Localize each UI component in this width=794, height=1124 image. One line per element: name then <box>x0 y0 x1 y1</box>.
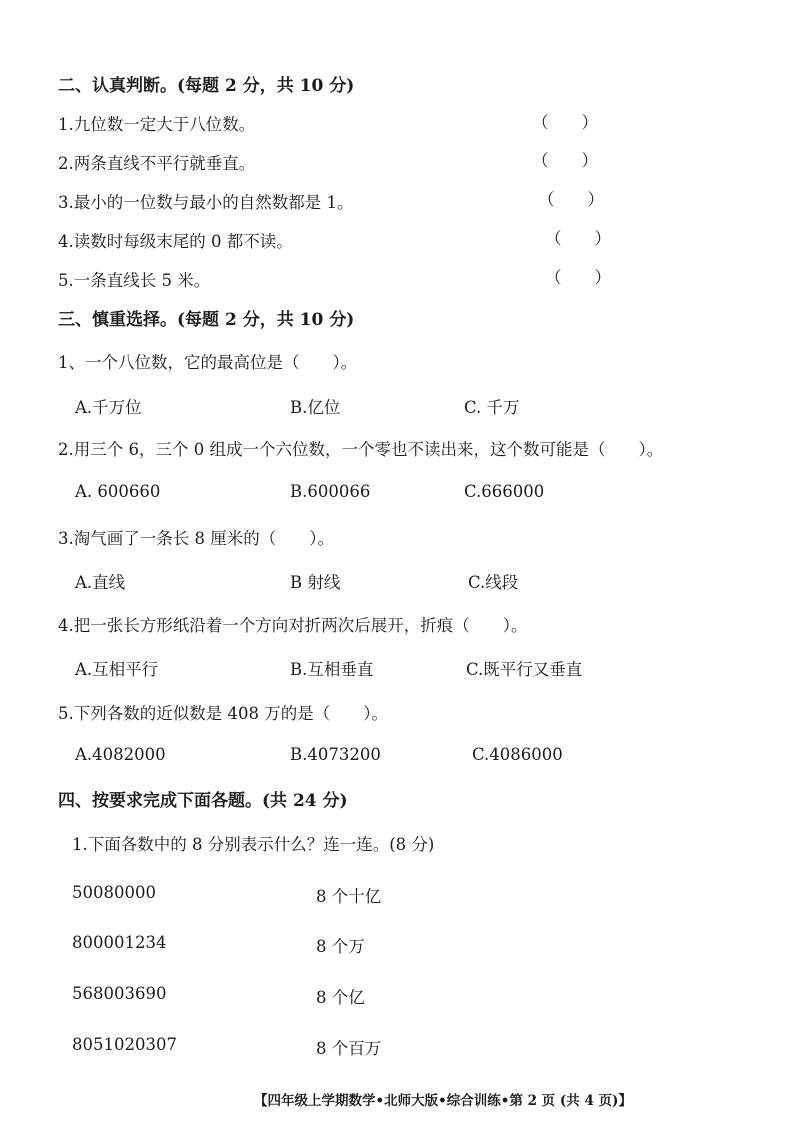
choice-4-option-a[interactable]: A.互相平行 <box>75 660 159 679</box>
matching-question: 1.下面各数中的 8 分别表示什么？连一连。(8 分) <box>72 835 435 854</box>
matching-meaning-3[interactable]: 8 个亿 <box>316 988 365 1007</box>
choice-3-option-c[interactable]: C.线段 <box>468 573 519 592</box>
choice-3-option-a[interactable]: A.直线 <box>75 573 126 592</box>
matching-number-1[interactable]: 50080000 <box>72 883 156 902</box>
choice-5-option-a[interactable]: A.4082000 <box>75 745 166 764</box>
judge-answer-3[interactable]: （ ） <box>538 190 604 209</box>
matching-meaning-2[interactable]: 8 个万 <box>316 937 365 956</box>
choice-question-4: 4.把一张长方形纸沿着一个方向对折两次后展开，折痕（ ）。 <box>58 616 528 635</box>
matching-meaning-1[interactable]: 8 个十亿 <box>316 887 382 906</box>
choice-1-option-c[interactable]: C. 千万 <box>464 398 520 417</box>
judge-item-2: 2.两条直线不平行就垂直。 <box>58 154 256 173</box>
section-2-title: 二、认真判断。(每题 2 分，共 10 分) <box>58 76 355 96</box>
judge-answer-1[interactable]: （ ） <box>532 113 598 132</box>
choice-1-option-a[interactable]: A.千万位 <box>75 398 142 417</box>
choice-4-option-b[interactable]: B.互相垂直 <box>290 660 374 679</box>
matching-number-3[interactable]: 568003690 <box>72 984 167 1003</box>
choice-2-option-c[interactable]: C.666000 <box>464 482 545 501</box>
choice-question-2: 2.用三个 6，三个 0 组成一个六位数，一个零也不读出来，这个数可能是（ ）。 <box>58 440 664 459</box>
judge-answer-5[interactable]: （ ） <box>545 268 611 287</box>
choice-question-1: 1、一个八位数，它的最高位是（ ）。 <box>58 353 358 372</box>
section-4-title: 四、按要求完成下面各题。(共 24 分) <box>58 791 348 811</box>
matching-meaning-4[interactable]: 8 个百万 <box>316 1039 382 1058</box>
choice-4-option-c[interactable]: C.既平行又垂直 <box>466 660 583 679</box>
matching-number-2[interactable]: 800001234 <box>72 933 167 952</box>
judge-item-5: 5.一条直线长 5 米。 <box>58 271 211 290</box>
choice-question-5: 5.下列各数的近似数是 408 万的是（ ）。 <box>58 704 388 723</box>
section-3-title: 三、慎重选择。(每题 2 分，共 10 分) <box>58 310 355 330</box>
choice-question-3: 3.淘气画了一条长 8 厘米的（ ）。 <box>58 529 334 548</box>
choice-3-option-b[interactable]: B 射线 <box>290 573 341 592</box>
judge-item-3: 3.最小的一位数与最小的自然数都是 1。 <box>58 193 354 212</box>
choice-5-option-c[interactable]: C.4086000 <box>472 745 563 764</box>
choice-2-option-b[interactable]: B.600066 <box>290 482 371 501</box>
page-footer: 【四年级上学期数学•北师大版•综合训练•第 2 页 (共 4 页)】 <box>254 1093 632 1109</box>
matching-number-4[interactable]: 8051020307 <box>72 1035 177 1054</box>
choice-2-option-a[interactable]: A. 600660 <box>75 482 161 501</box>
judge-item-1: 1.九位数一定大于八位数。 <box>58 115 256 134</box>
judge-answer-2[interactable]: （ ） <box>532 151 598 170</box>
judge-answer-4[interactable]: （ ） <box>545 229 611 248</box>
judge-item-4: 4.读数时每级末尾的 0 都不读。 <box>58 232 293 251</box>
choice-1-option-b[interactable]: B.亿位 <box>290 398 341 417</box>
choice-5-option-b[interactable]: B.4073200 <box>290 745 381 764</box>
